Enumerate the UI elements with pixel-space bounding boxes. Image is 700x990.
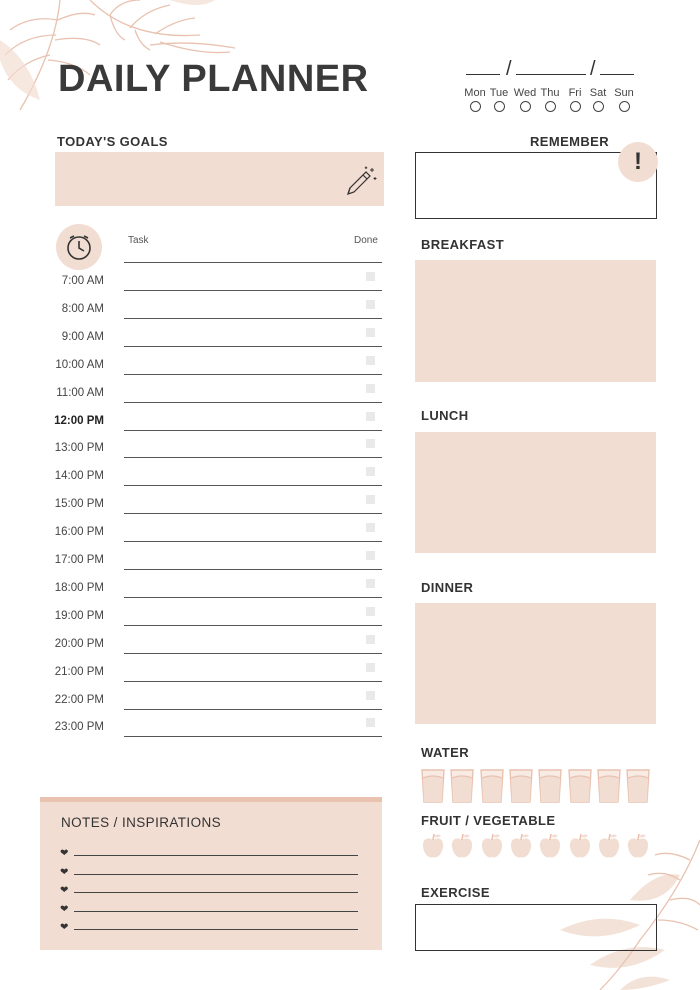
done-checkbox[interactable] bbox=[366, 495, 375, 504]
done-checkbox[interactable] bbox=[366, 356, 375, 365]
glass-icon[interactable] bbox=[625, 768, 651, 804]
done-checkbox[interactable] bbox=[366, 300, 375, 309]
task-line[interactable] bbox=[124, 485, 382, 486]
weekday-label: Thu bbox=[540, 87, 560, 99]
done-checkbox[interactable] bbox=[366, 718, 375, 727]
date-year-field[interactable] bbox=[600, 74, 634, 75]
date-day-field[interactable] bbox=[466, 74, 500, 75]
time-label: 22:00 PM bbox=[54, 693, 104, 706]
apple-icon[interactable] bbox=[568, 832, 592, 860]
time-label: 10:00 AM bbox=[55, 358, 104, 371]
heart-icon: ❤ bbox=[60, 922, 69, 933]
note-line[interactable] bbox=[74, 874, 358, 875]
note-line[interactable] bbox=[74, 911, 358, 912]
done-checkbox[interactable] bbox=[366, 607, 375, 616]
heart-icon: ❤ bbox=[60, 866, 69, 878]
apple-icon[interactable] bbox=[421, 832, 445, 860]
task-line[interactable] bbox=[124, 681, 382, 682]
exclamation-icon bbox=[618, 142, 658, 182]
task-line[interactable] bbox=[124, 709, 382, 710]
weekday-checkbox[interactable] bbox=[470, 101, 481, 112]
glass-icon[interactable] bbox=[449, 768, 475, 804]
weekday-checkbox[interactable] bbox=[520, 101, 531, 112]
task-line[interactable] bbox=[124, 290, 382, 291]
weekday-label: Sat bbox=[589, 87, 607, 99]
weekday-label: Tue bbox=[489, 87, 509, 99]
task-line[interactable] bbox=[124, 346, 382, 347]
time-label: 18:00 PM bbox=[54, 581, 104, 594]
time-label: 19:00 PM bbox=[54, 609, 104, 622]
weekday-checkbox[interactable] bbox=[593, 101, 604, 112]
time-label: 21:00 PM bbox=[54, 665, 104, 678]
heart-icon: ❤ bbox=[60, 885, 69, 896]
date-month-field[interactable] bbox=[516, 74, 586, 75]
time-label: 11:00 AM bbox=[56, 386, 104, 399]
task-line[interactable] bbox=[124, 736, 382, 737]
dinner-box[interactable] bbox=[415, 603, 656, 724]
glass-icon[interactable] bbox=[508, 768, 534, 804]
note-line[interactable] bbox=[74, 929, 358, 930]
clock-icon bbox=[56, 224, 102, 270]
done-checkbox[interactable] bbox=[366, 635, 375, 644]
done-checkbox[interactable] bbox=[366, 551, 375, 560]
note-line[interactable] bbox=[74, 855, 358, 856]
task-line[interactable] bbox=[124, 513, 382, 514]
done-checkbox[interactable] bbox=[366, 272, 375, 281]
goals-heading: TODAY'S GOALS bbox=[57, 134, 168, 149]
task-line[interactable] bbox=[124, 625, 382, 626]
header-divider bbox=[124, 262, 382, 263]
done-checkbox[interactable] bbox=[366, 439, 375, 448]
breakfast-heading: BREAKFAST bbox=[421, 237, 505, 252]
done-checkbox[interactable] bbox=[366, 691, 375, 700]
time-label: 20:00 PM bbox=[54, 637, 104, 650]
glass-icon[interactable] bbox=[596, 768, 622, 804]
time-label: 7:00 AM bbox=[61, 275, 104, 287]
exercise-box[interactable] bbox=[415, 904, 657, 951]
task-line[interactable] bbox=[124, 597, 382, 598]
weekday-label: Wed bbox=[513, 87, 537, 99]
lunch-box[interactable] bbox=[415, 432, 656, 553]
task-line[interactable] bbox=[124, 430, 382, 431]
glass-icon[interactable] bbox=[479, 768, 505, 804]
apple-icon[interactable] bbox=[480, 832, 504, 860]
time-label: 9:00 AM bbox=[61, 330, 104, 343]
task-line[interactable] bbox=[124, 374, 382, 375]
weekday-checkbox[interactable] bbox=[494, 101, 505, 112]
done-column-header: Done bbox=[354, 235, 378, 246]
weekday-label: Mon bbox=[464, 87, 486, 99]
task-line[interactable] bbox=[124, 653, 382, 654]
glass-icon[interactable] bbox=[420, 768, 446, 804]
notes-accent-bar bbox=[40, 797, 382, 802]
apple-icon[interactable] bbox=[450, 832, 474, 860]
glass-icon[interactable] bbox=[567, 768, 593, 804]
heart-icon: ❤ bbox=[60, 848, 69, 859]
weekday-checkbox[interactable] bbox=[619, 101, 630, 112]
notes-heading: NOTES / INSPIRATIONS bbox=[61, 815, 222, 830]
weekday-label: Fri bbox=[568, 87, 582, 99]
weekday-checkbox[interactable] bbox=[545, 101, 556, 112]
fruit-heading: FRUIT / VEGETABLE bbox=[421, 813, 556, 828]
lunch-heading: LUNCH bbox=[421, 408, 469, 423]
done-checkbox[interactable] bbox=[366, 384, 375, 393]
done-checkbox[interactable] bbox=[366, 467, 375, 476]
task-line[interactable] bbox=[124, 541, 382, 542]
weekday-checkbox[interactable] bbox=[570, 101, 581, 112]
time-label: 16:00 PM bbox=[54, 526, 104, 539]
heart-icon: ❤ bbox=[60, 903, 69, 915]
done-checkbox[interactable] bbox=[366, 579, 375, 588]
time-label: 13:00 PM bbox=[54, 442, 104, 455]
time-label: 17:00 PM bbox=[54, 554, 104, 566]
time-label: 14:00 PM bbox=[54, 470, 104, 483]
task-line[interactable] bbox=[124, 569, 382, 570]
done-checkbox[interactable] bbox=[366, 328, 375, 337]
breakfast-box[interactable] bbox=[415, 260, 656, 382]
water-heading: WATER bbox=[421, 745, 469, 760]
dinner-heading: DINNER bbox=[421, 580, 474, 595]
task-column-header: Task bbox=[128, 235, 149, 246]
weekday-label: Sun bbox=[614, 87, 634, 99]
time-label: 12:00 PM bbox=[54, 414, 104, 427]
apple-icon[interactable] bbox=[509, 832, 533, 860]
remember-heading: REMEMBER bbox=[530, 134, 610, 149]
exclamation-mark: ! bbox=[634, 148, 642, 175]
task-line[interactable] bbox=[124, 402, 382, 403]
note-line[interactable] bbox=[74, 892, 358, 893]
time-label: 8:00 AM bbox=[61, 302, 104, 315]
done-checkbox[interactable] bbox=[366, 663, 375, 672]
time-label: 23:00 PM bbox=[54, 721, 104, 734]
exercise-heading: EXERCISE bbox=[421, 885, 490, 900]
apple-icon[interactable] bbox=[597, 832, 621, 860]
apple-icon[interactable] bbox=[538, 832, 562, 860]
goals-box[interactable] bbox=[55, 152, 384, 206]
done-checkbox[interactable] bbox=[366, 412, 375, 421]
page-title: DAILY PLANNER bbox=[58, 58, 369, 100]
date-separator: / bbox=[506, 58, 512, 80]
time-label: 15:00 PM bbox=[54, 498, 104, 511]
glass-icon[interactable] bbox=[537, 768, 563, 804]
task-line[interactable] bbox=[124, 457, 382, 458]
pencil-icon bbox=[344, 166, 378, 198]
apple-icon[interactable] bbox=[626, 832, 650, 860]
done-checkbox[interactable] bbox=[366, 523, 375, 532]
task-line[interactable] bbox=[124, 318, 382, 319]
date-separator: / bbox=[590, 58, 596, 80]
